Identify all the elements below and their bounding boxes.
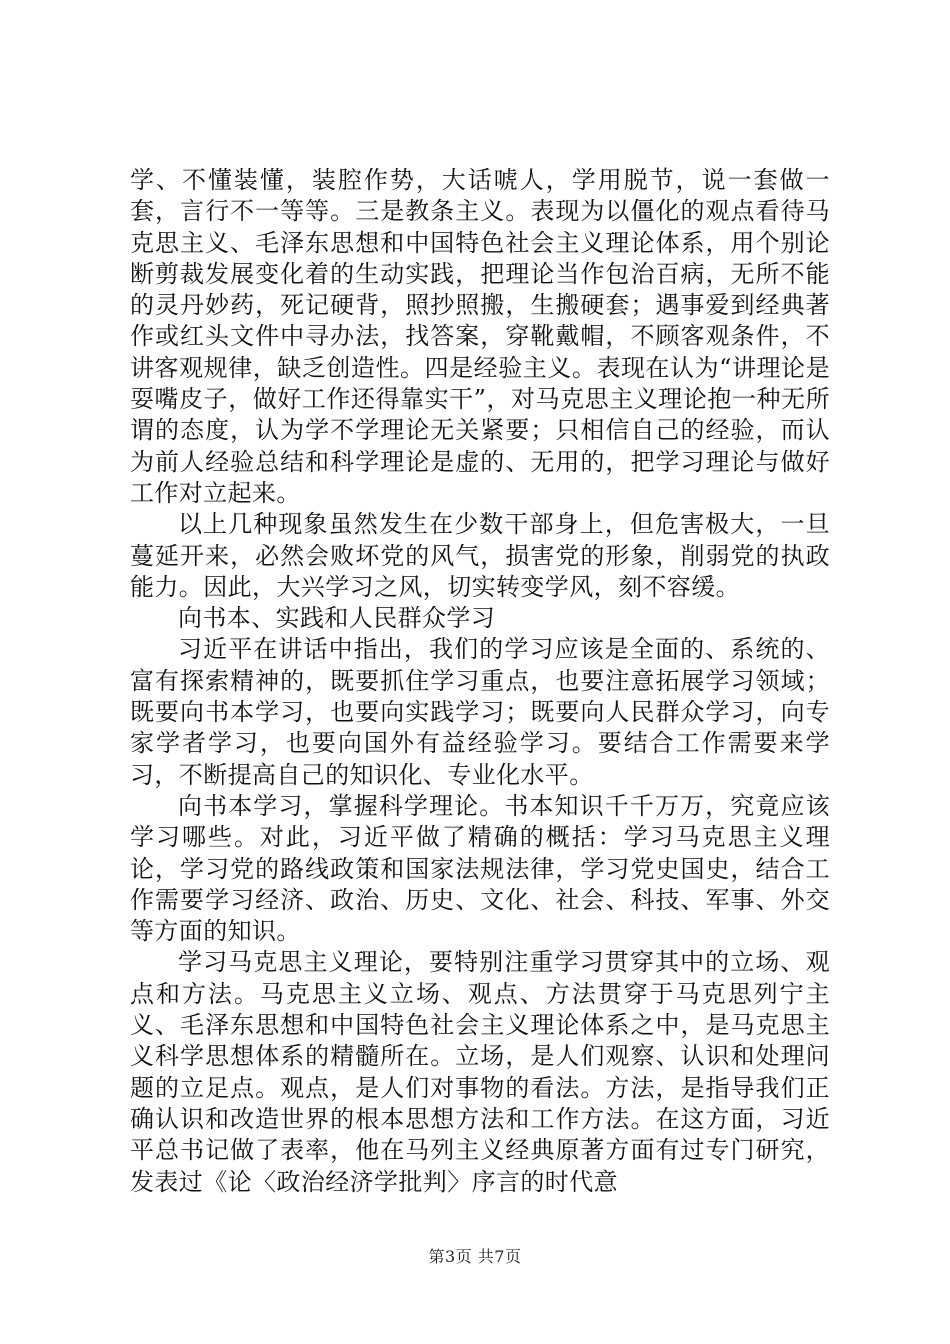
paragraph-5: 学习马克思主义理论，要特别注重学习贯穿其中的立场、观点和方法。马克思主义立场、观点、方法贯穿于马克思列宁主义、毛泽东思想和中国特色社会主义理论体系之中，是马克思主义科学思想体系的精髓所在。立场，是人们观察、认识和处理问题的立足点。观点，是人们对事物的看法。方法，是指导我们正确认识和改造世界的根本思想方法和工作方法。在这方面，习近平总书记做了表率，他在马列主义经典原著方面有过专门研究，发表过《论〈政治经济学批判〉序言的时代意 bbox=[130, 948, 830, 1196]
section-heading: 向书本、实践和人民群众学习 bbox=[178, 604, 496, 633]
paragraph-1: 学、不懂装懂，装腔作势，大话唬人，学用脱节，说一套做一套，言行不一等等。三是教条主义。表现为以僵化的观点看待马克思主义、毛泽东思想和中国特色社会主义理论体系，用个别论断剪裁发展变化着的生动实践，把理论当作包治百病，无所不能的灵丹妙药，死记硬背，照抄照搬，生搬硬套；遇事爱到经典著作或红头文件中寻办法，找答案，穿靴戴帽，不顾客观条件，不讲客观规律，缺乏创造性。四是经验主义。表现在认为“讲理论是耍嘴皮子，做好工作还得靠实干”，对马克思主义理论抱一种无所谓的态度，认为学不学理论无关紧要；只相信自己的经验，而认为前人经验总结和科学理论是虚的、无用的，把学习理论与做好工作对立起来。 bbox=[130, 166, 830, 507]
paragraph-3: 习近平在讲话中指出，我们的学习应该是全面的、系统的、富有探索精神的，既要抓住学习重点，也要注意拓展学习领域；既要向书本学习，也要向实践学习；既要向人民群众学习，向专家学者学习，也要向国外有益经验学习。要结合工作需要来学习，不断提高自己的知识化、专业化水平。 bbox=[130, 635, 830, 789]
page-number-footer: 第3页 共7页 bbox=[428, 1247, 522, 1266]
document-body bbox=[130, 165, 830, 1198]
paragraph-2: 以上几种现象虽然发生在少数干部身上，但危害极大，一旦蔓延开来，必然会败坏党的风气，损害党的形象，削弱党的执政能力。因此，大兴学习之风，切实转变学风，刻不容缓。 bbox=[130, 510, 830, 601]
paragraph-4: 向书本学习，掌握科学理论。书本知识千千万万，究竟应该学习哪些。对此，习近平做了精确的概括：学习马克思主义理论，学习党的路线政策和国家法规法律，学习党史国史，结合工作需要学习经济、政治、历史、文化、社会、科技、军事、外交等方面的知识。 bbox=[130, 791, 830, 946]
